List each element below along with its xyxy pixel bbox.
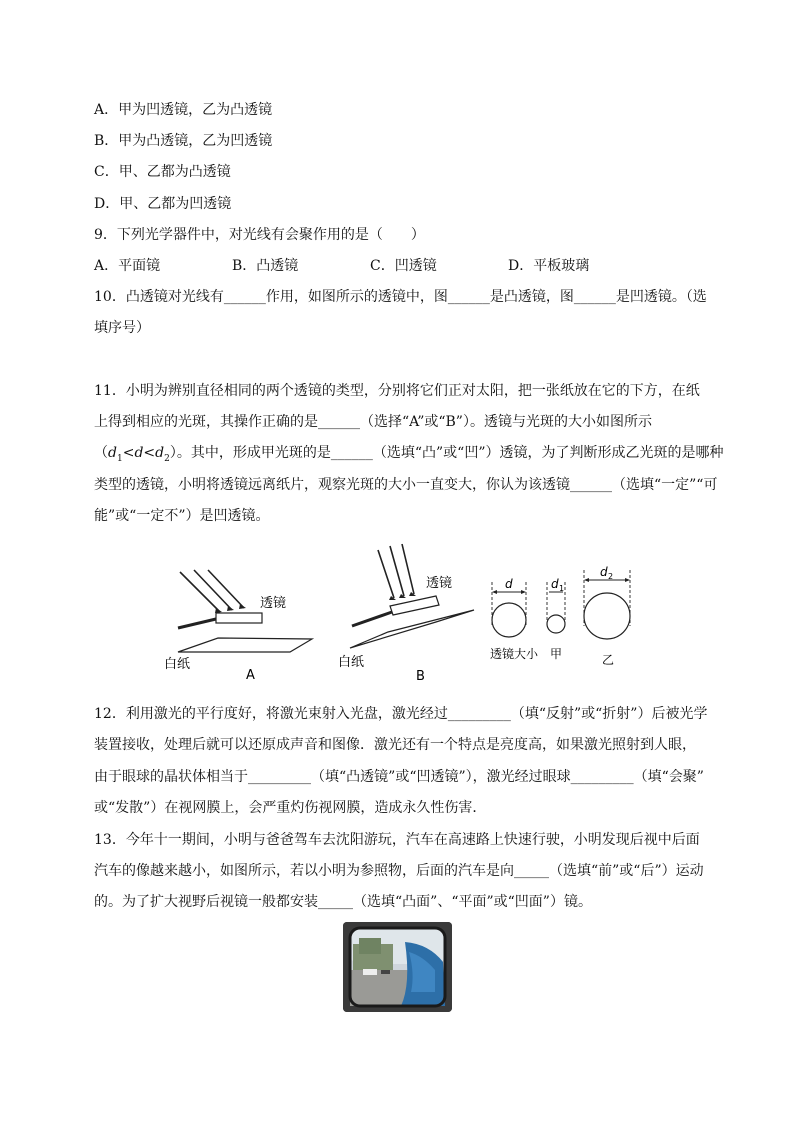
label-paper-a: 白纸 — [164, 657, 191, 672]
label-lens-size: 透镜大小 — [490, 647, 539, 661]
figure-a — [164, 570, 312, 683]
question-11-line-2: 上得到相应的光斑，其操作正确的是______（选择“A”或“B”）。透镜与光斑的大小如图所示 — [94, 414, 652, 430]
label-lens-b: 透镜 — [426, 576, 453, 591]
question-13-line-2: 汽车的像越来越小，如图所示，若以小明为参照物，后面的汽车是向_____（选填“前”或“后”）运动 — [94, 863, 704, 879]
caption-b: B — [416, 669, 425, 684]
label-d: d — [505, 577, 513, 591]
figure-circles — [490, 565, 630, 667]
question-10-line-1: 10．凸透镜对光线有______作用，如图所示的透镜中，图______是凸透镜，图______是凹透镜。（选 — [94, 289, 707, 305]
question-11-line-4: 类型的透镜，小明将透镜远离纸片，观察光斑的大小一直变大，你认为该透镜______（选填“一定”“可 — [94, 477, 718, 493]
option-a-line: A．甲为凹透镜，乙为凸透镜 — [94, 102, 273, 118]
caption-a: A — [246, 668, 255, 683]
label-d1: d — [551, 577, 559, 591]
question-13-line-1: 13．今年十一期间，小明与爸爸驾车去沈阳游玩，汽车在高速路上快速行驶，小明发现后视中后面 — [94, 832, 700, 848]
rear-view-mirror-photo — [343, 922, 452, 1012]
question-9: 9．下列光学器件中，对光线有会聚作用的是（ ） — [94, 227, 425, 243]
q9-option-c: C．凹透镜 — [370, 258, 437, 274]
question-11-line-5: 能”或“一定不”）是凹透镜。 — [94, 508, 270, 524]
question-13-line-3: 的。为了扩大视野后视镜一般都安装_____（选填“凸面”、“平面”或“凹面”）镜。 — [94, 894, 592, 910]
question-12-line-3: 由于眼球的晶状体相当于_________（填“凸透镜”或“凹透镜”），激光经过眼球_________（填“会聚” — [94, 769, 704, 785]
question-11-line-1: 11．小明为辨别直径相同的两个透镜的类型，分别将它们正对太阳，把一张纸放在它的下方，在纸 — [94, 383, 700, 399]
option-c-line: C．甲、乙都为凸透镜 — [94, 164, 231, 180]
label-d2: d — [600, 565, 608, 579]
label-d1-sub: 1 — [559, 584, 565, 593]
label-lens-a: 透镜 — [260, 596, 287, 611]
question-12-line-2: 装置接收，处理后就可以还原成声音和图像．激光还有一个特点是亮度高，如果激光照射到人眼， — [94, 737, 696, 753]
q9-option-d: D．平板玻璃 — [508, 258, 590, 274]
q9-option-a: A．平面镜 — [94, 258, 161, 274]
question-9-options — [94, 256, 714, 276]
label-yi: 乙 — [602, 653, 615, 667]
option-d-line: D．甲、乙都为凹透镜 — [94, 196, 232, 212]
question-10-line-2: 填序号） — [94, 320, 150, 336]
question-12-line-1: 12．利用激光的平行度好，将激光束射入光盘，激光经过_________（填“反射”或“折射”）后被光学 — [94, 706, 708, 722]
question-12-line-4: 或“发散”）在视网膜上，会严重灼伤视网膜，造成永久性伤害． — [94, 800, 487, 816]
figure-b — [338, 544, 474, 684]
option-b-line: B．甲为凸透镜，乙为凹透镜 — [94, 133, 273, 149]
label-d2-sub: 2 — [608, 572, 614, 581]
label-paper-b: 白纸 — [338, 655, 365, 670]
label-jia: 甲 — [550, 647, 563, 661]
lens-experiment-figure — [160, 540, 640, 694]
q9-option-b: B．凸透镜 — [232, 258, 299, 274]
question-11-line-3: $(d_1<d<d_2)$。其中，形成甲光斑的是______（选填“凸”或“凹”）透镜，为了判断形成乙光斑的是哪种 — [94, 445, 724, 464]
